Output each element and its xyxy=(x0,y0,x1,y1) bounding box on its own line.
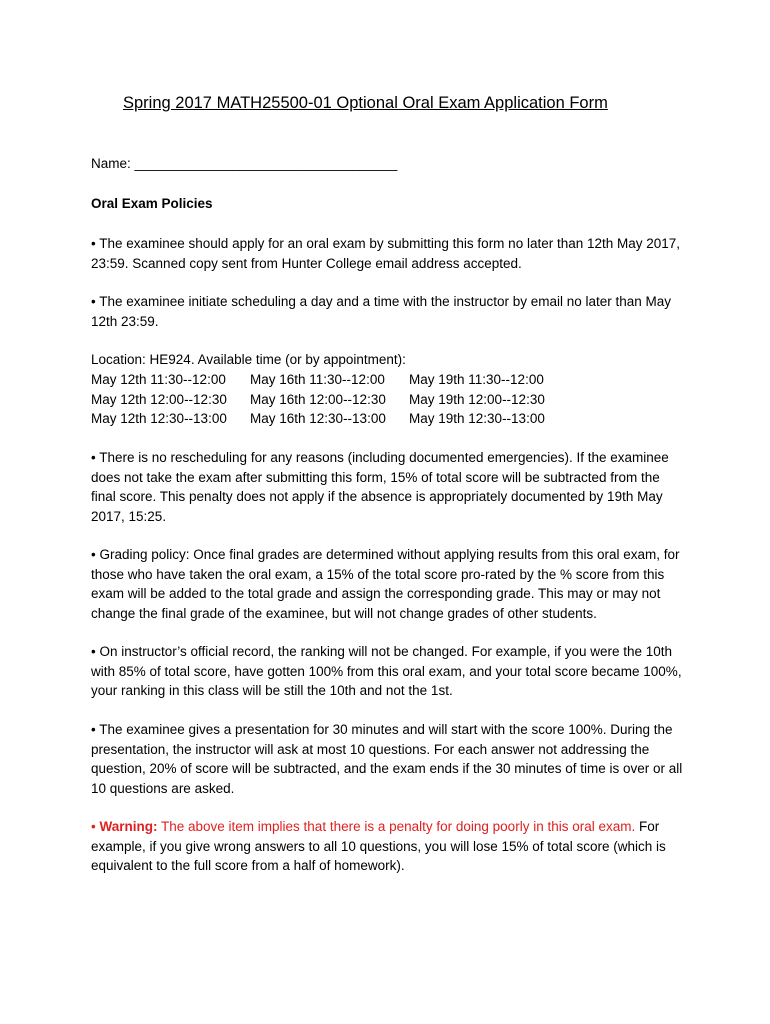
policy-warning-paragraph xyxy=(91,817,686,876)
time-slot-row xyxy=(91,409,568,429)
warning-bullet: • xyxy=(91,819,100,834)
warning-highlight-text: The above item implies that there is a penalty for doing poorly in this oral exam. xyxy=(157,819,636,834)
time-slot: May 19th 12:00--12:30 xyxy=(409,391,545,407)
time-slot: May 12th 12:30--13:00 xyxy=(91,411,227,426)
policy-schedule-paragraph: • The examinee initiate scheduling a day and a time with the instructor by email no later than May 12th 23:59. xyxy=(91,294,672,329)
policy-ranking-paragraph: • On instructor’s official record, the ranking will not be changed. For example, if you were the 10th with 85% of total score, have gotten 100% from this oral exam, and your total score became 100%, your ranking in this class will be still the 10th and not the 1st. xyxy=(91,644,682,698)
policy-apply-paragraph: • The examinee should apply for an oral exam by submitting this form no later than 12th May 2017, 23:59. Scanned copy sent from Hunter College email address accepted. xyxy=(91,236,681,271)
warning-explanation-text: For example, if you give wrong answers to all 10 questions, you will lose 15% of total score (which is equivalent to the full score from a half of homework). xyxy=(91,819,666,873)
location-line: Location: HE924. Available time (or by appointment): xyxy=(91,352,406,367)
time-slot: May 16th 11:30--12:00 xyxy=(250,372,385,387)
time-slot-row xyxy=(91,370,568,390)
time-slot: May 19th 12:30--13:00 xyxy=(409,411,545,426)
policy-presentation-paragraph: • The examinee gives a presentation for 30 minutes and will start with the score 100%. During the presentation, the instructor will ask at most 10 questions. For each answer not addressing the question, 20% of score will be subtracted, and the exam ends if the 30 minutes of time is over or all 10 questions are asked. xyxy=(91,722,683,796)
time-slot: May 16th 12:30--13:00 xyxy=(250,411,386,426)
time-slot: May 12th 12:00--12:30 xyxy=(91,391,227,407)
name-field-line: Name: ___________________________________ xyxy=(91,156,398,171)
policy-grading-paragraph: • Grading policy: Once final grades are determined without applying results from this oral exam, for those who have taken the oral exam, a 15% of the total score pro-rated by the % score from this exam will be added to the total grade and assign the corresponding grade. This may or may not change the final grade of the examinee, but will not change grades of other students. xyxy=(91,547,680,621)
policies-heading: Oral Exam Policies xyxy=(91,196,213,211)
time-slot-table xyxy=(91,370,568,429)
time-slot: May 16th 12:00--12:30 xyxy=(250,391,386,407)
warning-label: Warning: xyxy=(99,819,158,834)
time-slot: May 12th 11:30--12:00 xyxy=(91,372,226,387)
policy-rescheduling-paragraph: • There is no rescheduling for any reasons (including documented emergencies). If the examinee does not take the exam after submitting this form, 15% of total score will be subtracted from the final score. This penalty does not apply if the absence is appropriately documented by 19th May 2017, 15:25. xyxy=(91,450,669,524)
page-title: Spring 2017 MATH25500-01 Optional Oral Exam Application Form xyxy=(123,94,608,112)
time-slot: May 19th 11:30--12:00 xyxy=(409,372,544,387)
time-slot-row xyxy=(91,390,568,410)
